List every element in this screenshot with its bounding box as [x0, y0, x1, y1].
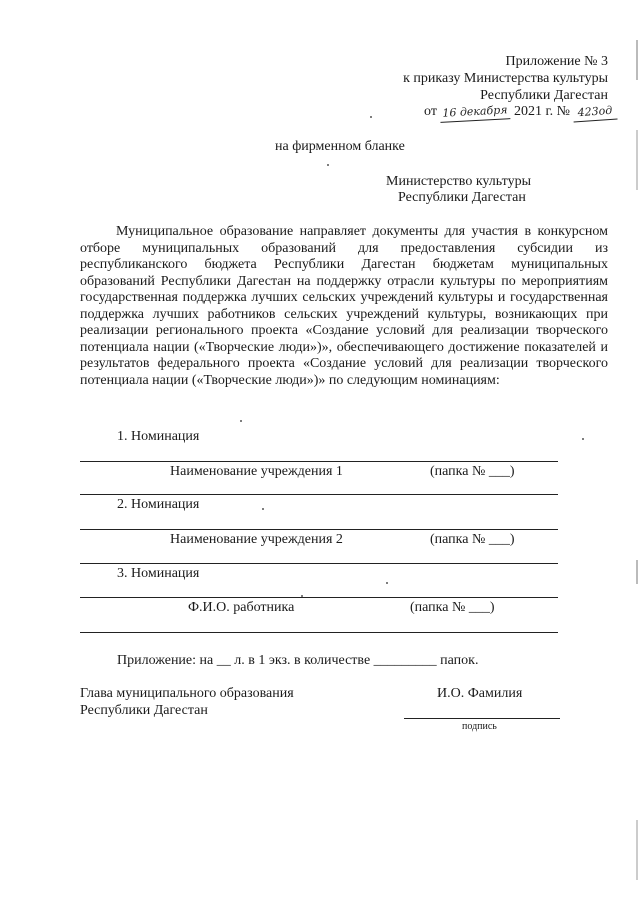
scan-edge-mark — [636, 820, 638, 880]
handwritten-date: 16 декабря — [440, 102, 511, 123]
scan-speck — [582, 438, 584, 440]
order-reference: к приказу Министерства культуры — [403, 71, 608, 86]
nomination-1-line-bottom — [80, 494, 558, 495]
signer-name: И.О. Фамилия — [437, 686, 523, 701]
nomination-3-folder: (папка № ___) — [410, 600, 495, 615]
handwritten-number: 423од — [573, 102, 618, 122]
order-date-line — [424, 104, 617, 121]
scan-speck — [301, 595, 303, 597]
body-text: Муниципальное образование направляет документы для участия в конкурсном отборе муниципальных образований для предоставления субсидии из республиканского бюджета Республики Дагестан бюджетам муниципальных образований Республики Дагестан на поддержку отрасли культуры по мероприятиям государственная поддержка лучших сельских учреждений культуры и государственная поддержка лучших работников сельских учреждений культуры, возникающих при реализации регионального проекта «Создание условий для реализации творческого потенциала нации («Творческие люди»)», обеспечивающего достижение показателей и результатов федерального проекта «Создание условий для реализации творческого потенциала нации («Творческие люди»)» по следующим номинациям: — [80, 224, 608, 388]
scan-speck — [370, 116, 372, 118]
nomination-3-line-top — [80, 597, 558, 598]
nomination-2-line-top — [80, 529, 558, 530]
nomination-1-name: Наименование учреждения 1 — [170, 464, 343, 479]
scan-speck — [386, 582, 388, 584]
appendix-number: Приложение № 3 — [505, 54, 608, 69]
scan-speck — [240, 420, 242, 422]
nomination-1-title: 1. Номинация — [117, 429, 200, 444]
addressee-line2: Республики Дагестан — [398, 190, 526, 205]
order-republic: Республики Дагестан — [480, 88, 608, 103]
letterhead-note: на фирменном бланке — [275, 139, 405, 154]
nomination-2-line-bottom — [80, 563, 558, 564]
date-prefix: от — [424, 104, 437, 119]
scan-edge-mark — [636, 40, 638, 80]
signature-line — [404, 718, 560, 719]
scan-edge-mark — [636, 130, 638, 190]
nomination-3-title: 3. Номинация — [117, 566, 200, 581]
signer-position-line1: Глава муниципального образования — [80, 686, 294, 701]
nomination-3-line-bottom — [80, 632, 558, 633]
scan-speck — [262, 508, 264, 510]
attachment-line: Приложение: на __ л. в 1 экз. в количестве _________ папок. — [117, 653, 479, 668]
nomination-1-folder: (папка № ___) — [430, 464, 515, 479]
nomination-2-name: Наименование учреждения 2 — [170, 532, 343, 547]
nomination-1-line-top — [80, 461, 558, 462]
nomination-2-title: 2. Номинация — [117, 497, 200, 512]
nomination-3-name: Ф.И.О. работника — [188, 600, 295, 615]
scan-speck — [327, 164, 329, 166]
scan-edge-mark — [636, 560, 638, 584]
addressee-line1: Министерство культуры — [386, 174, 531, 189]
body-paragraph — [80, 224, 608, 389]
date-year: 2021 г. № — [513, 104, 570, 119]
nomination-2-folder: (папка № ___) — [430, 532, 515, 547]
signer-position-line2: Республики Дагестан — [80, 703, 208, 718]
signature-caption: подпись — [462, 721, 497, 732]
